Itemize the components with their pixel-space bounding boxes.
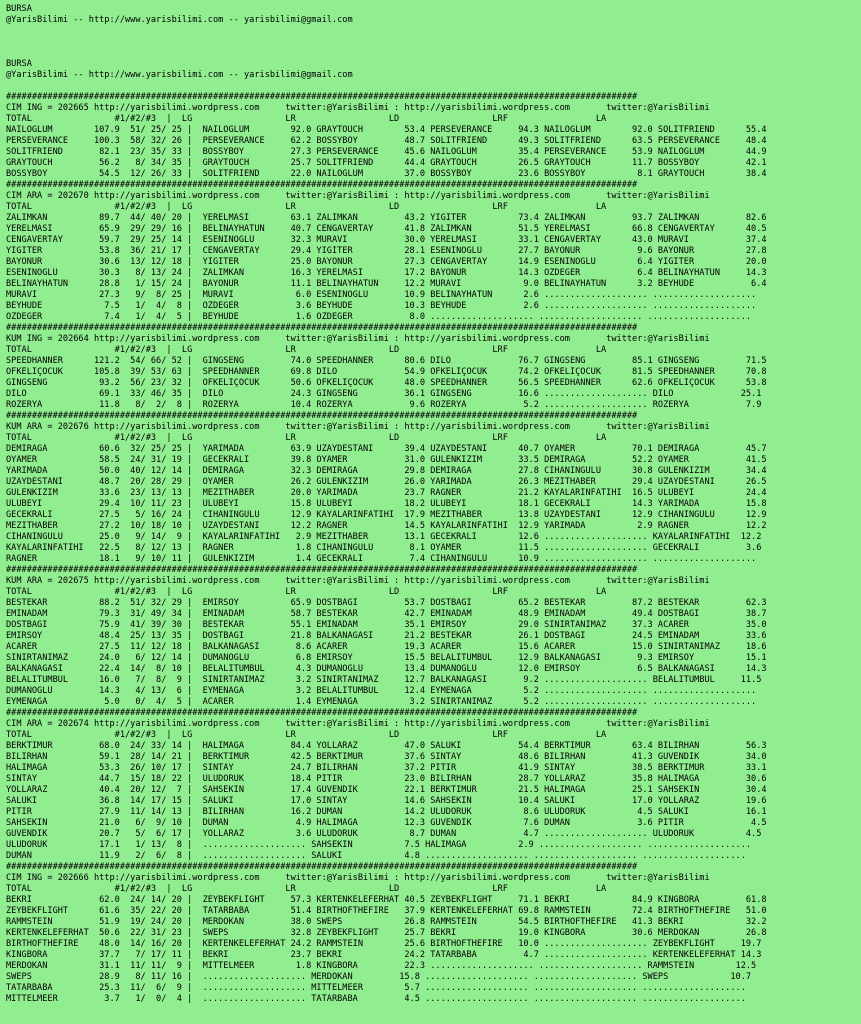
blank-line bbox=[6, 37, 861, 48]
race-header: CIM ARA = 202670 http://yarisbilimi.wordpress.com twitter:@YarisBilimi : http://yarisbilimi.wordpress.com twitter:@YarisBilimi bbox=[6, 191, 710, 201]
table-row: RAGNER 18.1 9/ 10/ 11 | GÜLENKIZIM 1.4 GECEKRALI 7.4 CIHANINGÜLÜ 10.9 .................... .................... bbox=[6, 554, 757, 564]
table-row: YARIMADA 50.0 40/ 12/ 14 | DEMIRAGA 32.3 DEMIRAGA 29.8 DEMIRAGA 27.8 CIHANINGÜLÜ 30.8 GÜLENKIZIM 34.4 bbox=[6, 466, 767, 476]
table-row: DEMIRAGA 60.6 32/ 25/ 25 | YARIMADA 63.9 UZAYDESTANI 39.4 UZAYDESTANI 40.7 OYAMER 70.1 DEMIRAGA 45.7 bbox=[6, 444, 767, 454]
race-header: CIM ING = 202665 http://yarisbilimi.wordpress.com twitter:@YarisBilimi : http://yarisbilimi.wordpress.com twitter:@YarisBilimi bbox=[6, 103, 710, 113]
report-title: BURSA bbox=[6, 4, 32, 14]
race-header: KUM ING = 202664 http://yarisbilimi.wordpress.com twitter:@YarisBilimi : http://yarisbilimi.wordpress.com twitter:@YarisBilimi bbox=[6, 334, 710, 344]
race-header: CIM ING = 202666 http://yarisbilimi.wordpress.com twitter:@YarisBilimi : http://yarisbilimi.wordpress.com twitter:@YarisBilimi bbox=[6, 873, 710, 883]
table-row: ULUDORUK 17.1 1/ 13/ 8 | .................... SAHSEKIN 7.5 HALIMAGA 2.9 .................... .................... bbox=[6, 840, 752, 850]
table-row: BEYHUDE 7.5 1/ 4/ 8 | ÖZDEGER 3.6 BEYHUDE 10.3 BEYHUDE 2.6 .................... .................... bbox=[6, 301, 757, 311]
report-subtitle: @YarisBilimi -- http://www.yarisbilimi.com -- yarisbilimi@gmail.com bbox=[6, 15, 353, 25]
table-row: MERDOKAN 31.1 11/ 11/ 9 | MITTELMEER 1.8 KINGBORA 22.3 .................... .................... RAMMSTEIN 12.5 bbox=[6, 961, 757, 971]
table-row: OYAMER 58.5 24/ 31/ 19 | GECEKRALI 39.8 OYAMER 31.0 GÜLENKIZIM 33.5 DEMIRAGA 52.2 OYAMER 41.5 bbox=[6, 455, 767, 465]
race-sections bbox=[6, 92, 861, 1005]
table-row: NAILOGLUM 107.9 51/ 25/ 25 | NAILOGLUM 92.0 GRAYTOUCH 53.4 PERSEVERANCE 94.3 NAILOGLUM 92.0 SOLITFRIEND 55.4 bbox=[6, 125, 767, 135]
table-row: YOLLARAZ 40.4 20/ 12/ 7 | SAHSEKIN 17.4 GÜVENDIK 22.1 BERKTIMUR 21.5 HALIMAGA 25.1 SAHSEKIN 30.4 bbox=[6, 785, 767, 795]
table-row: BALKANAGASI 22.4 14/ 8/ 10 | BELALITUMBUL 4.3 DUMANOGLU 13.4 DUMANOGLU 12.0 EMIRSOY 6.5 BALKANAGASI 14.3 bbox=[6, 664, 767, 674]
separator-line: ########################################################################################################################## bbox=[6, 323, 638, 333]
table-row: BERKTIMUR 68.0 24/ 33/ 14 | HALIMAGA 84.4 YOLLARAZ 47.0 SALUKI 54.4 BERKTIMUR 63.4 BILIRHAN 56.3 bbox=[6, 741, 767, 751]
table-row: SINTAY 44.7 15/ 18/ 22 | ULUDORUK 18.4 PITIR 23.0 BILIRHAN 28.7 YOLLARAZ 35.8 HALIMAGA 30.6 bbox=[6, 774, 767, 784]
table-row: KINGBORA 37.7 7/ 17/ 11 | BEKRI 23.7 BEKRI 24.2 TATARBABA 4.7 .................... KERTENKELEFERHAT 14.3 bbox=[6, 950, 762, 960]
table-row: EMINADAM 79.3 31/ 49/ 34 | EMINADAM 58.7 BESTEKAR 42.7 EMINADAM 48.9 EMINADAM 49.4 DOSTBAGI 38.7 bbox=[6, 609, 767, 619]
separator-line: ########################################################################################################################## bbox=[6, 411, 638, 421]
table-row: SPEEDHANNER 121.2 54/ 66/ 52 | GINGSENG 74.0 SPEEDHANNER 80.6 DILO 76.7 GINGSENG 85.1 GINGSENG 71.5 bbox=[6, 356, 767, 366]
report-subtitle-2: @YarisBilimi -- http://www.yarisbilimi.com -- yarisbilimi@gmail.com bbox=[6, 70, 353, 80]
table-row: YERELMASI 65.9 29/ 29/ 16 | BELINAYHATUN 40.7 CENGAVERTAY 41.8 ZALIMKAN 51.5 YERELMASI 66.8 CENGAVERTAY 40.5 bbox=[6, 224, 767, 234]
column-header: TOTAL #1/#2/#3 | LG LR LD LRF LA bbox=[6, 587, 607, 597]
table-row: ULUBEYI 29.4 10/ 11/ 23 | ULUBEYI 15.8 ULUBEYI 18.2 ULUBEYI 18.1 GECEKRALI 14.3 YARIMADA 15.8 bbox=[6, 499, 767, 509]
table-row: PITIR 27.9 11/ 14/ 13 | BILIRHAN 16.2 DUMAN 14.2 ULUDORUK 8.6 ULUDORUK 4.5 SALUKI 16.1 bbox=[6, 807, 767, 817]
table-row: DUMANOGLU 14.3 4/ 13/ 6 | EYMENAGA 3.2 BELALITUMBUL 12.4 EYMENAGA 5.2 .................... .................... bbox=[6, 686, 757, 696]
table-row: BEKRI 62.0 24/ 14/ 20 | ZEYBEKFLIGHT 57.3 KERTENKELEFERHAT 40.5 ZEYBEKFLIGHT 71.1 BEKRI 84.9 KINGBORA 61.8 bbox=[6, 895, 767, 905]
column-header: TOTAL #1/#2/#3 | LG LR LD LRF LA bbox=[6, 114, 607, 124]
table-row: DOSTBAGI 75.9 41/ 39/ 30 | BESTEKAR 55.1 EMINADAM 35.1 EMIRSOY 29.0 SINIRTANIMAZ 37.3 ACARER 35.0 bbox=[6, 620, 767, 630]
table-row: EYMENAGA 5.0 0/ 4/ 5 | ACARER 1.4 EYMENAGA 3.2 SINIRTANIMAZ 5.2 .................... .................... bbox=[6, 697, 757, 707]
blank-line bbox=[6, 81, 861, 92]
separator-line: ########################################################################################################################## bbox=[6, 92, 638, 102]
table-row: BELALITUMBUL 16.0 7/ 8/ 9 | SINIRTANIMAZ 3.2 SINIRTANIMAZ 12.7 BALKANAGASI 9.2 .................... BELALITUMBUL 11.5 bbox=[6, 675, 762, 685]
separator-line: ########################################################################################################################## bbox=[6, 180, 638, 190]
table-row: BIRTHOFTHEFIRE 48.0 14/ 16/ 20 | KERTENKELEFERHAT 24.2 RAMMSTEIN 25.6 BIRTHOFTHEFIRE 10.0 .................... ZEYBEKFLIGHT 19.7 bbox=[6, 939, 762, 949]
table-row: ÖZDEGER 7.4 1/ 4/ 5 | BEYHUDE 1.6 ÖZDEGER 8.0 .................... .................... .................... bbox=[6, 312, 752, 322]
table-row: YIGITER 53.8 36/ 21/ 17 | CENGAVERTAY 29.4 YIGITER 28.1 ESENINOGLU 27.7 BAYONUR 9.6 BAYONUR 27.8 bbox=[6, 246, 767, 256]
table-row: PERSEVERANCE 100.3 58/ 32/ 26 | PERSEVERANCE 62.2 BOSSYBOY 48.7 SOLITFRIEND 49.3 SOLITFRIEND 63.5 PERSEVERANCE 48.4 bbox=[6, 136, 767, 146]
separator-line: ########################################################################################################################## bbox=[6, 565, 638, 575]
table-row: BELINAYHATUN 28.8 1/ 15/ 24 | BAYONUR 11.1 BELINAYHATUN 12.2 MÜRAVI 9.0 BELINAYHATUN 3.2 BEYHUDE 6.4 bbox=[6, 279, 767, 289]
table-row: GINGSENG 93.2 56/ 23/ 32 | ÖFKELIÇOCUK 50.6 ÖFKELIÇOCUK 48.0 SPEEDHANNER 56.5 SPEEDHANNER 62.6 ÖFKELIÇOCUK 53.8 bbox=[6, 378, 767, 388]
table-row: BOSSYBOY 54.5 12/ 26/ 33 | SOLITFRIEND 22.0 NAILOGLUM 37.0 BOSSYBOY 23.6 BOSSYBOY 8.1 GRAYTOUCH 38.4 bbox=[6, 169, 767, 179]
table-row: SOLITFRIEND 82.1 23/ 35/ 33 | BOSSYBOY 27.3 PERSEVERANCE 45.6 NAILOGLUM 35.4 PERSEVERANCE 53.9 NAILOGLUM 44.9 bbox=[6, 147, 767, 157]
table-row: GÜLENKIZIM 33.6 23/ 13/ 13 | MEZITHABER 20.0 YARIMADA 23.7 RAGNER 21.2 KAYALARINFATIHI 16.5 ULUBEYI 24.4 bbox=[6, 488, 767, 498]
blank-line bbox=[6, 48, 861, 59]
separator-line: ########################################################################################################################## bbox=[6, 862, 638, 872]
table-row: TATARBABA 25.3 11/ 6/ 9 | .................... MITTELMEER 5.7 .................... .................... .................... bbox=[6, 983, 746, 993]
table-row: SAHSEKIN 21.0 6/ 9/ 10 | DUMAN 4.9 HALIMAGA 12.3 GÜVENDIK 7.6 DUMAN 3.6 PITIR 4.5 bbox=[6, 818, 767, 828]
column-header: TOTAL #1/#2/#3 | LG LR LD LRF LA bbox=[6, 433, 607, 443]
table-row: MEZITHABER 27.2 10/ 18/ 10 | UZAYDESTANI 12.2 RAGNER 14.5 KAYALARINFATIHI 12.9 YARIMADA 2.9 RAGNER 12.2 bbox=[6, 521, 767, 531]
table-row: BILIRHAN 59.1 28/ 14/ 21 | BERKTIMUR 42.5 BERKTIMUR 37.6 SINTAY 48.6 BILIRHAN 41.3 GÜVENDIK 34.0 bbox=[6, 752, 767, 762]
column-header: TOTAL #1/#2/#3 | LG LR LD LRF LA bbox=[6, 884, 607, 894]
column-header: TOTAL #1/#2/#3 | LG LR LD LRF LA bbox=[6, 202, 607, 212]
table-row: BESTEKAR 88.2 51/ 32/ 29 | EMIRSOY 65.9 DOSTBAGI 53.7 DOSTBAGI 65.2 BESTEKAR 87.2 BESTEKAR 62.3 bbox=[6, 598, 767, 608]
table-row: CIHANINGÜLÜ 25.0 9/ 14/ 9 | KAYALARINFATIHI 2.9 MEZITHABER 13.1 GECEKRALI 12.6 .................... KAYALARINFATIHI 12.2 bbox=[6, 532, 762, 542]
table-row: UZAYDESTANI 48.7 20/ 28/ 29 | OYAMER 26.2 GÜLENKIZIM 26.0 YARIMADA 26.3 MEZITHABER 29.4 UZAYDESTANI 26.5 bbox=[6, 477, 767, 487]
table-row: ZEYBEKFLIGHT 61.6 35/ 22/ 20 | TATARBABA 51.4 BIRTHOFTHEFIRE 37.9 KERTENKELEFERHAT 69.8 RAMMSTEIN 72.4 BIRTHOFTHEFIRE 51.0 bbox=[6, 906, 767, 916]
table-row: MITTELMEER 3.7 1/ 0/ 4 | .................... TATARBABA 4.5 .................... .................... .................... bbox=[6, 994, 746, 1004]
table-row: BAYONUR 30.6 13/ 12/ 18 | YIGITER 25.0 BAYONUR 27.3 CENGAVERTAY 14.9 ESENINOGLU 6.4 YIGITER 20.0 bbox=[6, 257, 767, 267]
table-row: DILO 69.1 33/ 46/ 35 | DILO 24.3 GINGSENG 36.1 GINGSENG 16.6 .................... DILO 25.1 bbox=[6, 389, 762, 399]
table-row: GÜVENDIK 20.7 5/ 6/ 17 | YOLLARAZ 3.6 ULUDORUK 8.7 DUMAN 4.7 .................... ULUDORUK 4.5 bbox=[6, 829, 762, 839]
report-title-2: BURSA bbox=[6, 59, 32, 69]
table-row: ACARER 27.5 11/ 12/ 18 | BALKANAGASI 8.6 ACARER 19.3 ACARER 15.6 ACARER 15.0 SINIRTANIMAZ 18.6 bbox=[6, 642, 767, 652]
table-row: SALUKI 36.8 14/ 17/ 15 | SALUKI 17.0 SINTAY 14.6 SAHSEKIN 10.4 SALUKI 17.0 YOLLARAZ 19.6 bbox=[6, 796, 767, 806]
table-row: HALIMAGA 53.3 26/ 10/ 17 | SINTAY 24.7 BILIRHAN 37.2 PITIR 41.9 SINTAY 38.5 BERKTIMUR 33.1 bbox=[6, 763, 767, 773]
blank-line bbox=[6, 26, 861, 37]
race-header: KUM ARA = 202676 http://yarisbilimi.wordpress.com twitter:@YarisBilimi : http://yarisbilimi.wordpress.com twitter:@YarisBilimi bbox=[6, 422, 710, 432]
table-row: DUMAN 11.9 2/ 6/ 8 | .................... SALUKI 4.8 .................... .................... .................... bbox=[6, 851, 746, 861]
race-header: CIM ARA = 202674 http://yarisbilimi.wordpress.com twitter:@YarisBilimi : http://yarisbilimi.wordpress.com twitter:@YarisBilimi bbox=[6, 719, 710, 729]
separator-line: ########################################################################################################################## bbox=[6, 708, 638, 718]
table-row: SWEPS 28.9 8/ 11/ 16 | .................... MERDOKAN 15.8 .................... .................... SWEPS 10.7 bbox=[6, 972, 752, 982]
race-header: KUM ARA = 202675 http://yarisbilimi.wordpress.com twitter:@YarisBilimi : http://yarisbilimi.wordpress.com twitter:@YarisBilimi bbox=[6, 576, 710, 586]
table-row: ZALIMKAN 89.7 44/ 40/ 20 | YERELMASI 63.1 ZALIMKAN 43.2 YIGITER 73.4 ZALIMKAN 93.7 ZALIMKAN 82.6 bbox=[6, 213, 767, 223]
table-row: SINIRTANIMAZ 24.0 6/ 12/ 14 | DUMANOGLU 6.8 EMIRSOY 15.5 BELALITUMBUL 12.9 BALKANAGASI 9.3 EMIRSOY 15.1 bbox=[6, 653, 767, 663]
table-row: GRAYTOUCH 56.2 8/ 34/ 35 | GRAYTOUCH 25.7 SOLITFRIEND 44.4 GRAYTOUCH 26.5 GRAYTOUCH 11.7 BOSSYBOY 42.1 bbox=[6, 158, 767, 168]
table-row: EMIRSOY 48.4 25/ 13/ 35 | DOSTBAGI 21.8 BALKANAGASI 21.2 BESTEKAR 26.1 DOSTBAGI 24.5 EMINADAM 33.6 bbox=[6, 631, 767, 641]
table-row: CENGAVERTAY 59.7 29/ 25/ 14 | ESENINOGLU 32.3 MÜRAVI 30.0 YERELMASI 33.1 CENGAVERTAY 43.0 MÜRAVI 37.4 bbox=[6, 235, 767, 245]
table-row: MÜRAVI 27.3 9/ 8/ 25 | MÜRAVI 6.0 ESENINOGLU 10.9 BELINAYHATUN 2.6 .................... .................... bbox=[6, 290, 757, 300]
table-row: ÖFKELIÇOCUK 105.8 39/ 53/ 63 | SPEEDHANNER 69.8 DILO 54.9 ÖFKELIÇOCUK 74.2 ÖFKELIÇOCUK 81.5 SPEEDHANNER 70.8 bbox=[6, 367, 767, 377]
table-row: GECEKRALI 27.5 5/ 16/ 24 | CIHANINGÜLÜ 12.9 KAYALARINFATIHI 17.9 MEZITHABER 13.8 UZAYDESTANI 12.9 CIHANINGÜLÜ 12.9 bbox=[6, 510, 767, 520]
table-row: ESENINOGLU 30.3 8/ 13/ 24 | ZALIMKAN 16.3 YERELMASI 17.2 BAYONUR 14.3 ÖZDEGER 6.4 BELINAYHATUN 14.3 bbox=[6, 268, 767, 278]
table-row: RAMMSTEIN 51.9 19/ 24/ 20 | MERDOKAN 38.0 SWEPS 26.8 RAMMSTEIN 54.5 BIRTHOFTHEFIRE 41.3 BEKRI 32.2 bbox=[6, 917, 767, 927]
table-row: KAYALARINFATIHI 22.5 8/ 12/ 13 | RAGNER 1.8 CIHANINGÜLÜ 8.1 OYAMER 11.5 .................... GECEKRALI 3.6 bbox=[6, 543, 762, 553]
column-header: TOTAL #1/#2/#3 | LG LR LD LRF LA bbox=[6, 345, 607, 355]
column-header: TOTAL #1/#2/#3 | LG LR LD LRF LA bbox=[6, 730, 607, 740]
table-row: ROZERYA 11.8 8/ 2/ 8 | ROZERYA 10.4 ROZERYA 9.6 ROZERYA 5.2 .................... ROZERYA 7.9 bbox=[6, 400, 762, 410]
table-row: KERTENKELEFERHAT 50.6 22/ 31/ 23 | SWEPS 32.8 ZEYBEKFLIGHT 25.7 BEKRI 19.0 KINGBORA 30.6 MERDOKAN 26.8 bbox=[6, 928, 767, 938]
